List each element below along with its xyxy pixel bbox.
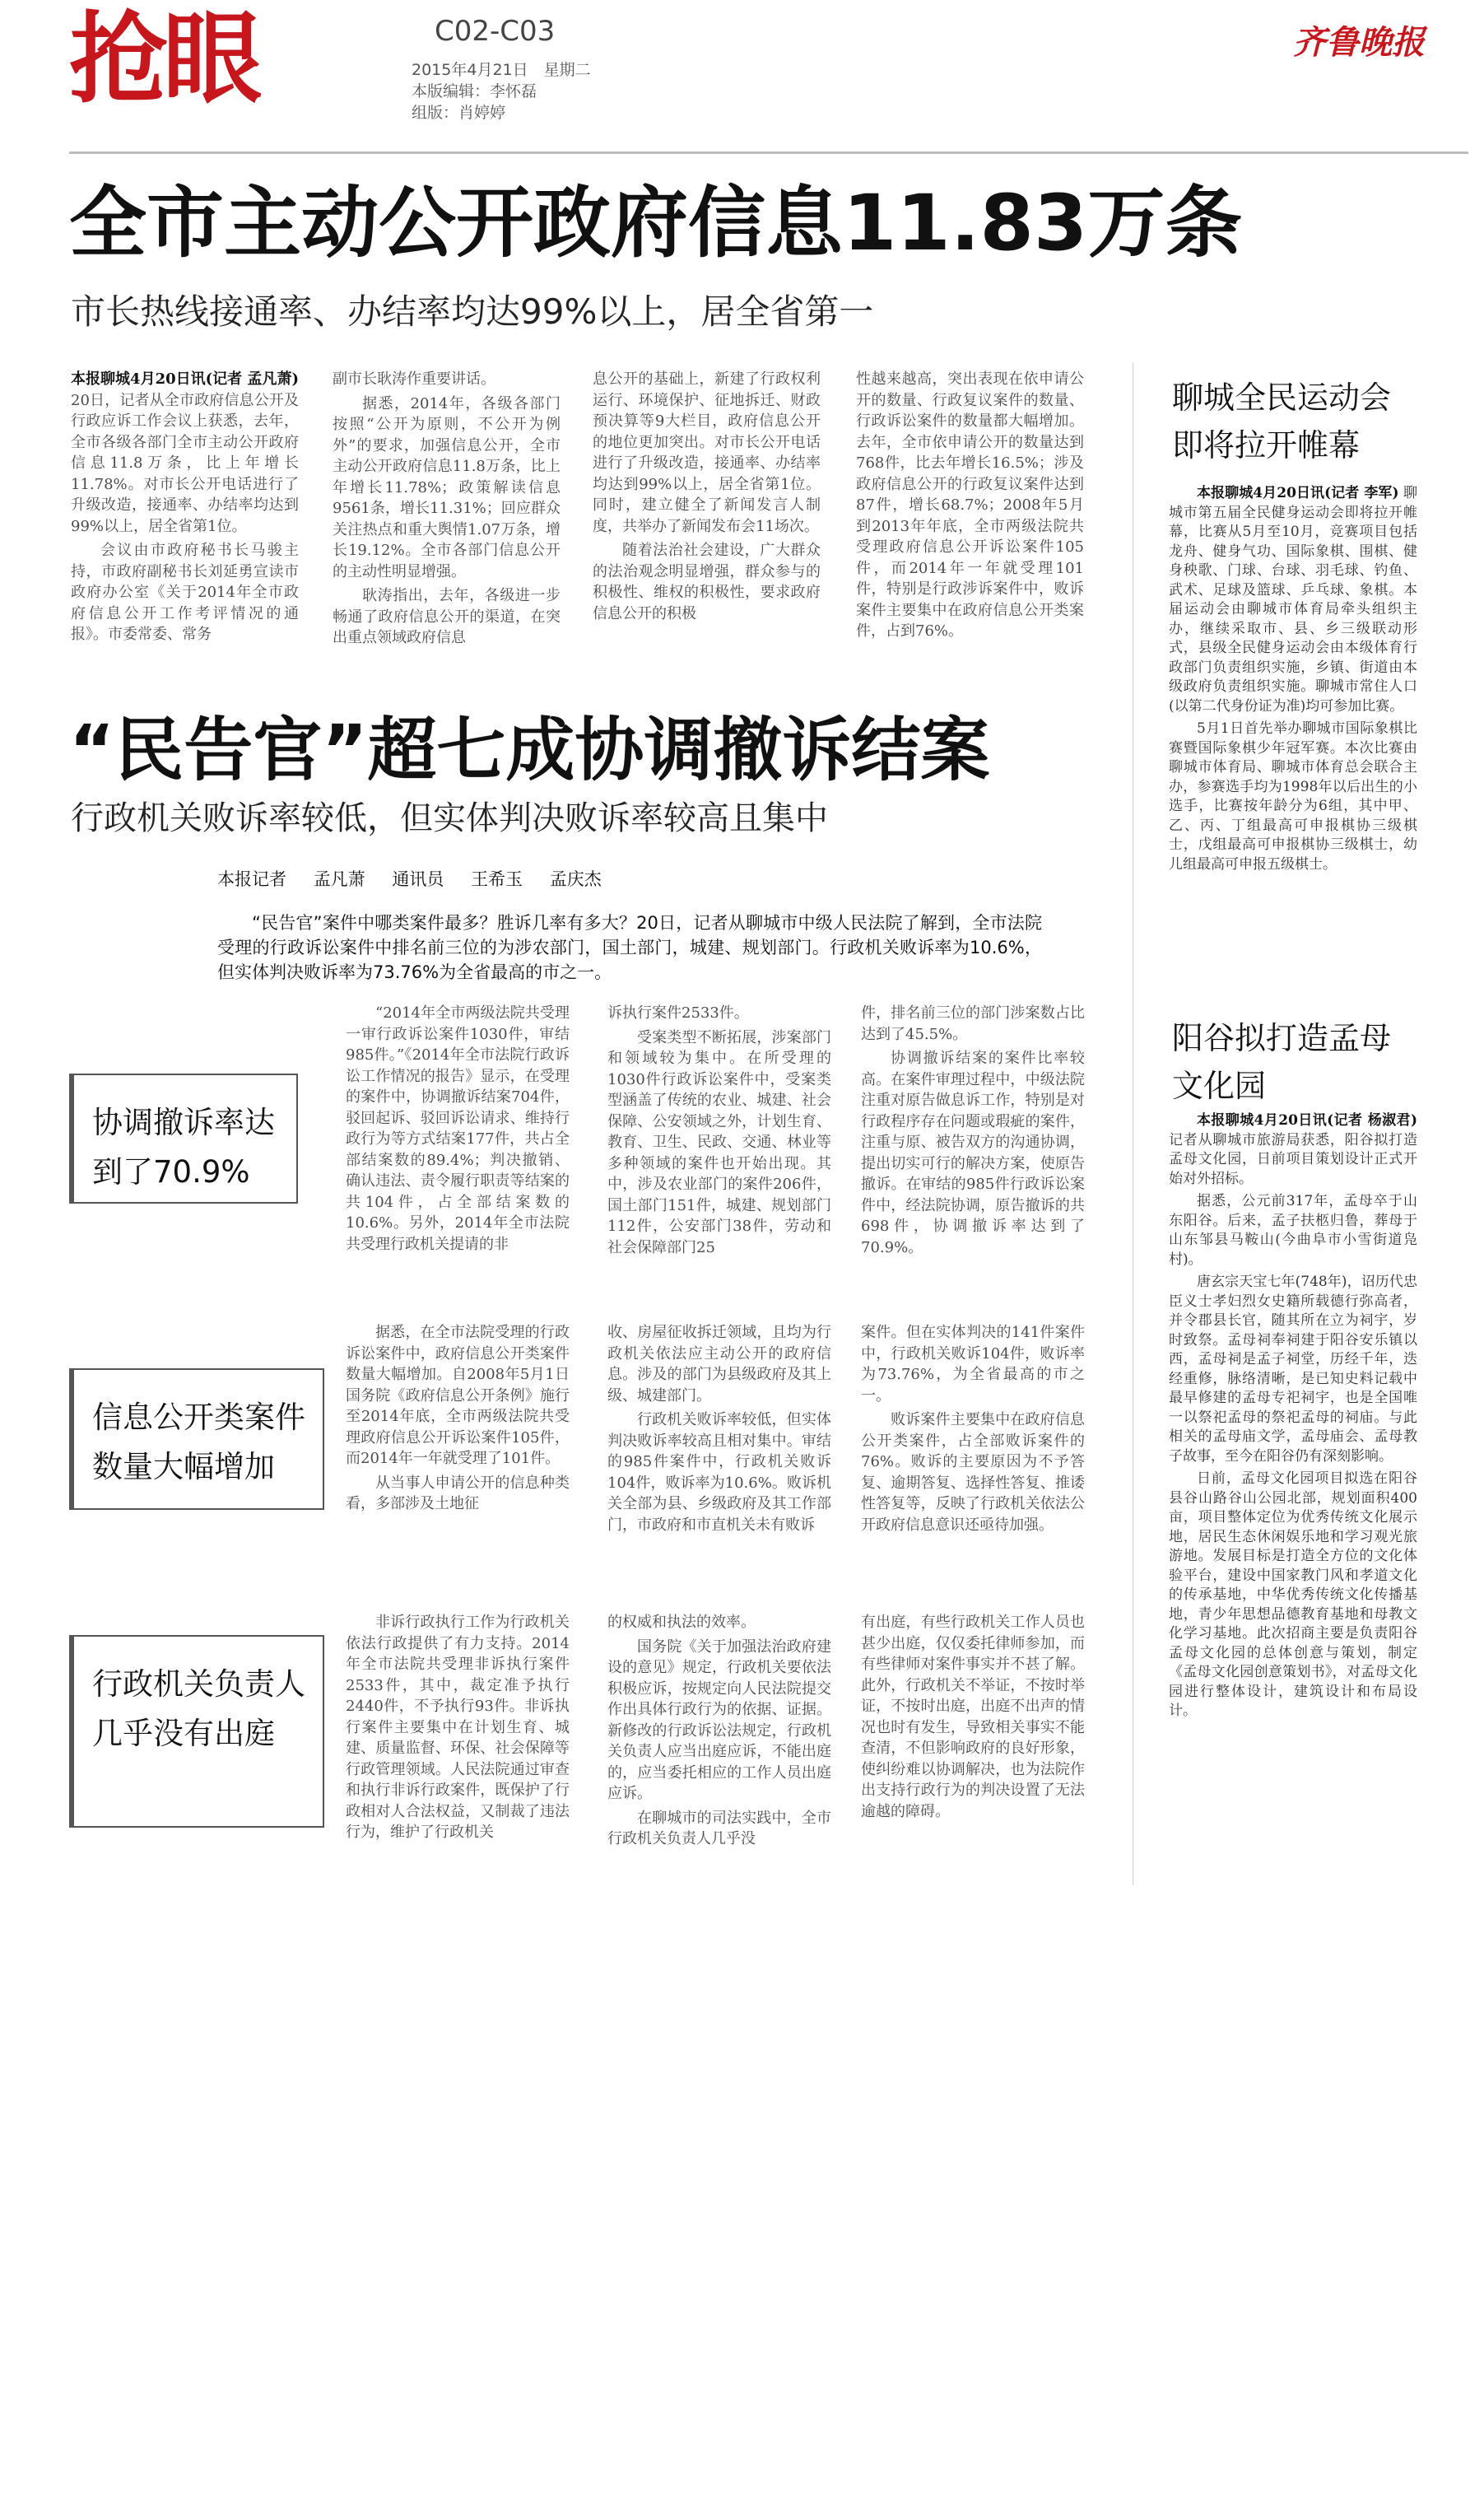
section-paragraph: 件，排名前三位的部门涉案数占比达到了45.5%。 [861, 1004, 1085, 1043]
right2-paragraph: 据悉，公元前317年，孟母卒于山东阳谷。后来，孟子扶柩归鲁，葬母于山东邹县马鞍山(今曲阜市小雪街道凫村)。 [1169, 1193, 1417, 1268]
right2-body [1169, 1111, 1417, 1894]
sidebox-withdrawal-rate: 协调撤诉率达到了70.9% [69, 1074, 298, 1204]
byline-name: 王希玉 [471, 869, 523, 889]
page-range: C02-C03 [435, 15, 556, 48]
section3-column-2 [607, 1612, 831, 1894]
intro-text: “民告官”案件中哪类案件最多？胜诉几率有多大？20日，记者从聊城市中级人民法院了解到，全市法院受理的行政诉讼案件中排名前三位的为涉农部门，国土部门，城建、规划部门。行政机关败诉率为10.6%，但实体判决败诉率为73.76%为全省最高的市之一。 [217, 913, 1042, 982]
story1-paragraph: 会议由市政府秘书长马骏主持，市政府副秘书长刘延勇宣读市政府办公室《关于2014年全市政府信息公开工作考评情况的通报》。市委常委、常务 [71, 542, 299, 643]
sidebox-officials-absent: 行政机关负责人几乎没有出庭 [69, 1635, 324, 1828]
right1-paragraph: 聊城市第五届全民健身运动会即将拉开帷幕，比赛从5月至10月，竞赛项目包括龙舟、健身气功、国际象棋、围棋、健身秧歌、门球、台球、羽毛球、钓鱼、武术、足球及篮球、乒乓球、象棋。本届运动会由聊城市体育局牵头组织主办，继续采取市、县、乡三级联动形式，县级全民健身运动会由本级体育行政部门负责组织实施，乡镇、街道由本级政府负责组织实施。聊城市常住人口(以第二代身份证为准)均可参加比赛。 [1169, 485, 1417, 715]
section-paragraph: 据悉，在全市法院受理的行政诉讼案件中，政府信息公开类案件数量大幅增加。自2008年5月1日国务院《政府信息公开条例》施行至2014年底，全市两级法院共受理政府信息公开诉讼案件105件，而2014年一年就受理了101件。 [346, 1324, 570, 1467]
story1-subhead: 市长热线接通率、办结率均达99%以上，居全省第一 [71, 291, 874, 332]
section-paragraph: 败诉案件主要集中在政府信息公开类案件，占全部败诉案件的76%。败诉的主要原因为不予答复、逾期答复、选择性答复、推诿性答复等，反映了行政机关依法公开政府信息意识还亟待加强。 [861, 1411, 1085, 1534]
section-paragraph: “2014年全市两级法院共受理一审行政诉讼案件1030件，审结985件。”《2014年全市法院行政诉讼工作情况的报告》显示，在受理的案件中，协调撤诉结案704件，驳回起诉、驳回诉讼请求、维持行政行为等方式结案177件，共占全部结案数的89.4%；判决撤销、确认违法、责令履行职责等结案的共104件，占全部结案数的10.6%。另外，2014年全市法院共受理行政机关提请的非 [346, 1004, 570, 1253]
story1-headline: 全市主动公开政府信息11.83万条 [69, 179, 1243, 268]
story1-paragraph: 耿涛指出，去年，各级进一步畅通了政府信息公开的渠道，在突出重点领域政府信息 [333, 587, 561, 646]
right1-paragraph: 5月1日首先举办聊城市国际象棋比赛暨国际象棋少年冠军赛。本次比赛由聊城市体育局、聊城市体育总会联合主办，参赛选手均为1998年以后出生的小选手，比赛按年龄分为6组，其中甲、乙、丙、丁组最高可申报棋协三级棋士，戊组最高可申报棋协三级棋士，幼儿组最高可申报五级棋士。 [1169, 720, 1417, 873]
section-paragraph: 从当事人申请公开的信息种类看，多部涉及土地征 [346, 1474, 570, 1512]
section-paragraph: 非诉行政执行工作为行政机关依法行政提供了有力支持。2014年全市法院共受理非诉执行案件2533件，其中，裁定准予执行2440件，不予执行93件。非诉执行案件主要集中在计划生育、城建、质量监督、环保、社会保障等行政管理领域。人民法院通过审查和执行非诉行政案件，既保护了行政相对人合法权益，又制裁了违法行为，维护了行政机关 [346, 1614, 570, 1841]
story2-subhead: 行政机关败诉率较低，但实体判决败诉率较高且集中 [71, 799, 828, 837]
byline-role: 本报记者 [217, 869, 286, 889]
right2-headline: 阳谷拟打造孟母文化园 [1172, 1020, 1392, 1104]
story2-headline: “民告官”超七成协调撤诉结案 [69, 710, 990, 790]
story1-paragraph: 副市长耿涛作重要讲话。 [333, 370, 495, 388]
story1-paragraph: 性越来越高，突出表现在依申请公开的数量、行政复议案件的数量、行政诉讼案件的数量都大幅增加。去年，全市依申请公开的数量达到768件，比去年增长16.5%；涉及政府信息公开的行政复议案件达到87件，增长68.7%；2008年5月到2013年年底，全市两级法院共受理政府信息公开诉讼案件105件，而2014年一年就受理101件，特别是行政涉诉案件中，败诉案件主要集中在政府信息公开类案件，占到76%。 [856, 370, 1084, 640]
story2-byline [217, 866, 623, 891]
section-title: 抢眼 [69, 2, 257, 117]
section3-column-1 [346, 1612, 570, 1894]
right2-paragraph: 日前，孟母文化园项目拟选在阳谷县谷山路谷山公园北部，规划面积400亩，项目整体定位为优秀传统文化展示地，居民生态休闲娱乐地和学习观光旅游地。发展目标是打造全方位的文化体验平台，建设中国家教门风和孝道文化的传承基地，中华优秀传统文化传播基地，青少年思想品德教育基地和母教文化学习基地。此次招商主要是负责阳谷孟母文化园的总体创意与策划，制定《孟母文化园创意策划书》，对孟母文化园进行整体设计，建筑设计和布局设计。 [1169, 1470, 1417, 1719]
story1-paragraph: 随着法治社会建设，广大群众的法治观念明显增强，群众参与的积极性、维权的积极性，要求政府信息公开的积极 [593, 542, 821, 622]
section-paragraph: 在聊城市的司法实践中，全市行政机关负责人几乎没 [607, 1809, 831, 1847]
sidebox-info-disclosure: 信息公开类案件数量大幅增加 [69, 1368, 324, 1510]
right1-headline: 聊城全民运动会即将拉开帷幕 [1172, 380, 1392, 464]
section-paragraph: 收、房屋征收拆迁领域，且均为行政机关依法应主动公开的政府信息。涉及的部门为县级政府及其上级、城建部门。 [607, 1324, 831, 1405]
section-paragraph: 的权威和执法的效率。 [607, 1614, 756, 1631]
byline-name: 孟庆杰 [549, 869, 602, 889]
story1-column-1 [71, 369, 299, 688]
section-paragraph: 案件。但在实体判决的141件案件中，行政机关败诉104件，败诉率为73.76%，为全省最高的市之一。 [861, 1324, 1085, 1405]
story2-intro [217, 911, 1042, 986]
byline-role: 通讯员 [392, 869, 444, 889]
story1-paragraph: 息公开的基础上，新建了行政权利运行、环境保护、征地拆迁、财政预决算等9大栏目，政府信息公开的地位更加突出。对市长公开电话进行了升级改造，接通率、办结率均达到99%以上，居全省第1位。同时，建立健全了新闻发言人制度，共举办了新闻发布会11场次。 [593, 370, 821, 535]
byline-name: 孟凡萧 [313, 869, 365, 889]
section3-column-3 [861, 1612, 1085, 1894]
section1-column-3 [861, 1003, 1085, 1309]
section-paragraph: 行政机关败诉率较低，但实体判决败诉率较高且相对集中。审结的985件案件中，行政机关败诉104件，败诉率为10.6%。败诉机关全部为县、乡级政府及其工作部门，市政府和市直机关未有败诉 [607, 1411, 831, 1534]
section2-column-1 [346, 1322, 570, 1579]
right1-dateline: 本报聊城4月20日讯(记者 李军) [1197, 485, 1399, 501]
section-paragraph: 诉执行案件2533件。 [607, 1004, 749, 1022]
story1-paragraph: 据悉，2014年，各级各部门按照“公开为原则，不公开为例外”的要求，加强信息公开，全市主动公开政府信息11.8万条，比上年增长11.78%；政策解读信息9561条，增长11.31%；回应群众关注热点和重大舆情1.07万条，增长19.12%。全市各部门信息公开的主动性明显增强。 [333, 394, 561, 580]
masthead-divider [69, 151, 1468, 154]
section1-column-2 [607, 1003, 831, 1309]
story1-paragraph: 20日，记者从全市政府信息公开及行政应诉工作会议上获悉，去年，全市各级各部门全市主动公开政府信息11.8万条，比上年增长11.78%。对市长公开电话进行了升级改造，接通率、办结率均达到99%以上，居全省第1位。 [71, 391, 299, 535]
section-paragraph: 协调撤诉结案的案件比率较高。在案件审理过程中，中级法院注重对原告做息诉工作，特别是对行政程序存在问题或瑕疵的案件，注重与原、被告双方的沟通协调，提出切实可行的解决方案，使原告撤诉。在审结的985件行政诉讼案件中，经法院协调，原告撤诉的共698件，协调撤诉率达到了70.9%。 [861, 1050, 1085, 1256]
newspaper-name: 齐鲁晚报 [1293, 23, 1425, 62]
date-line: 2015年4月21日 星期二 [412, 61, 591, 79]
story1-column-3 [593, 369, 821, 688]
section-paragraph: 受案类型不断拓展，涉案部门和领域较为集中。在所受理的1030件行政诉讼案件中，受案类型涵盖了传统的农业、城建、社会保障、公安领域之外，计划生育、教育、卫生、民政、交通、林业等多种领域的案件也开始出现。其中，涉及农业部门的案件206件，国土部门151件，城建、规划部门112件，公安部门38件，劳动和社会保障部门25 [607, 1028, 831, 1256]
section-paragraph: 国务院《关于加强法治政府建设的意见》规定，行政机关要依法积极应诉，按规定向人民法院提交作出具体行政行为的依据、证据。新修改的行政诉讼法规定，行政机关负责人应当出庭应诉，不能出庭的，应当委托相应的工作人员出庭应诉。 [607, 1638, 831, 1802]
section1-column-1 [346, 1003, 570, 1309]
section2-column-3 [861, 1322, 1085, 1579]
layout-line: 组版：肖婷婷 [412, 104, 506, 122]
right2-dateline: 本报聊城4月20日讯(记者 杨淑君) [1197, 1112, 1417, 1129]
right1-body [1169, 484, 1417, 986]
story1-dateline: 本报聊城4月20日讯(记者 孟凡萧) [71, 370, 299, 388]
section-paragraph: 有出庭，有些行政机关工作人员也甚少出庭，仅仅委托律师参加，而有些律师对案件事实并不甚了解。此外，行政机关不举证，不按时举证，不按时出庭，出庭不出声的情况也时有发生，导致相关事实不能查清，不但影响政府的良好形象，使纠纷难以协调解决，也为法院作出支持行政行为的判决设置了无法逾越的障碍。 [861, 1614, 1085, 1820]
editor-line: 本版编辑：李怀磊 [412, 82, 537, 100]
right2-paragraph: 唐玄宗天宝七年(748年)，诏历代忠臣义士孝妇烈女史籍所载德行弥高者，并令郡县长官，随其所在立为祠宇，岁时致祭。孟母祠奉祠建于阳谷安乐镇以西，孟母祠是孟子祠堂，历经千年，迭经重修，脉络清晰，是已知史料记载中最早修建的孟母专祀祠宇，也是全国唯一以祭祀孟母的祭祀孟母的祠庙。与此相关的孟母庙文学，孟母庙会、孟母教子故事，至今在阳谷仍有深刻影响。 [1169, 1274, 1417, 1465]
story1-column-4 [856, 369, 1084, 688]
story1-column-2 [333, 369, 561, 688]
section2-column-2 [607, 1322, 831, 1579]
right2-paragraph: 记者从聊城市旅游局获悉，阳谷拟打造孟母文化园，日前项目策划设计正式开始对外招标。 [1169, 1131, 1417, 1187]
